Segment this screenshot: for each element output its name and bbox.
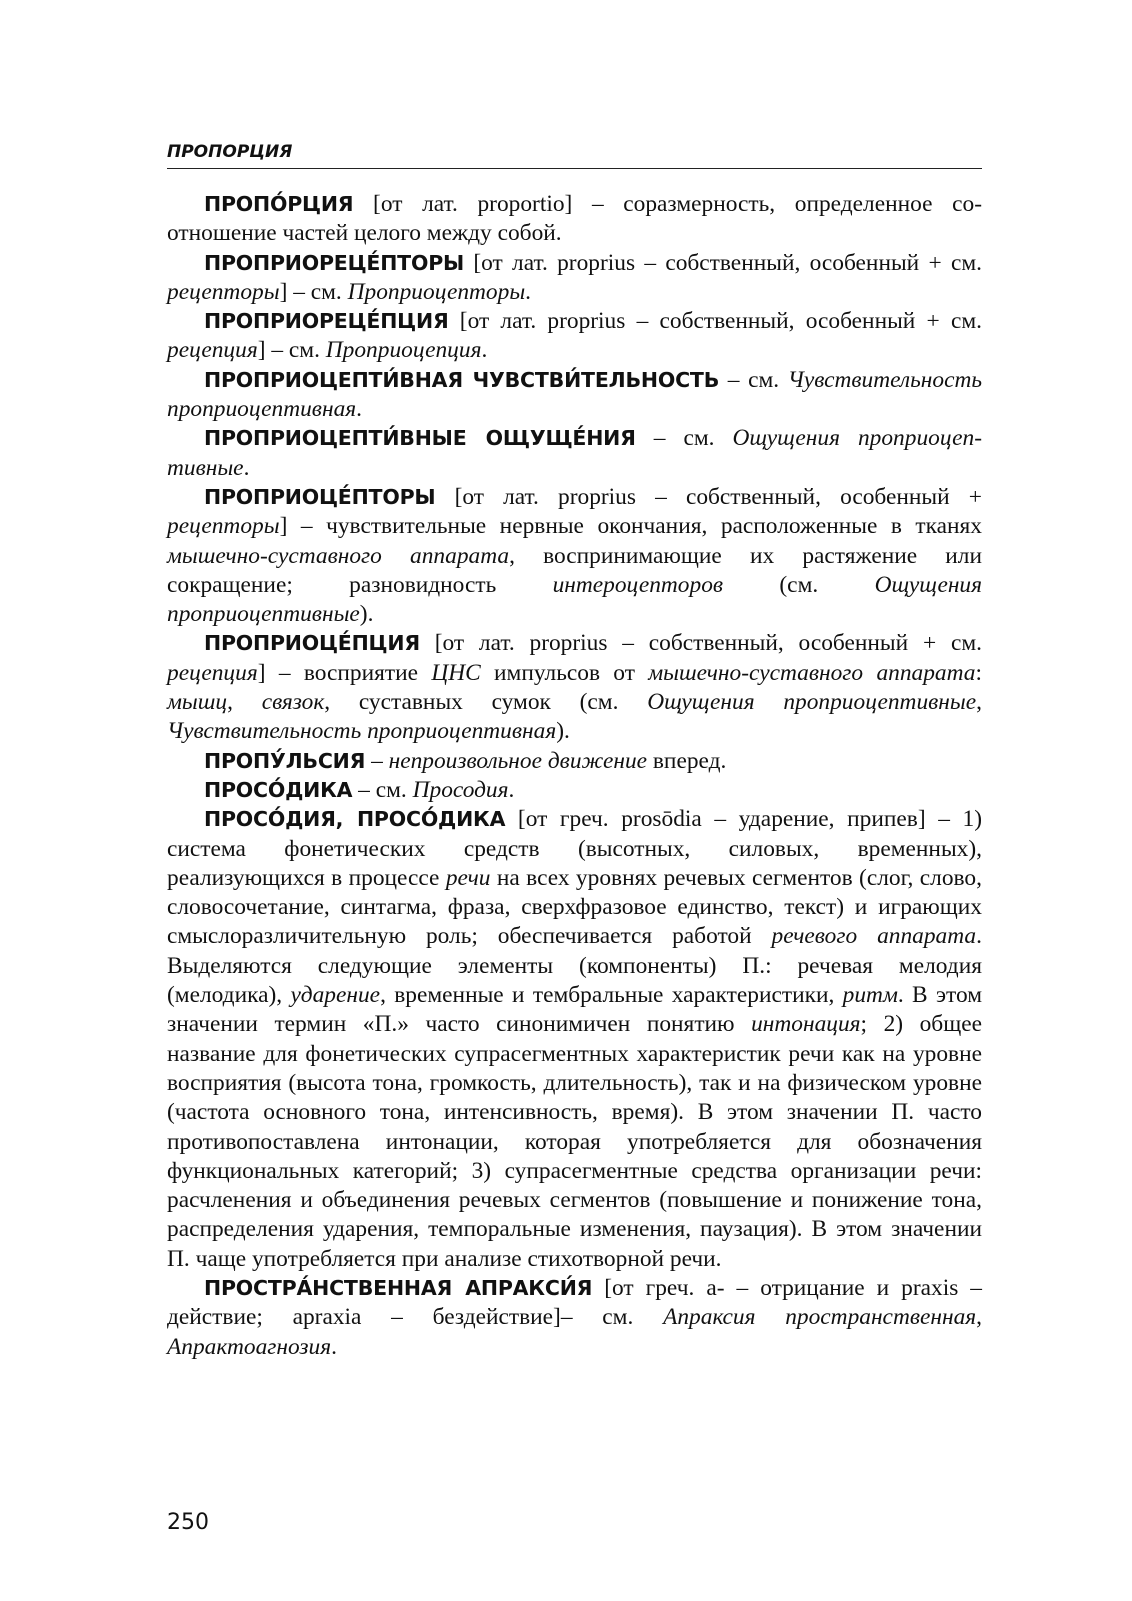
entry-text: – см. [719,366,788,393]
entry-italic-term: рецепция [167,337,258,364]
entry-headword: ПРОПРИОЦЕПТИ́ВНАЯ ЧУВСТВИ́ТЕЛЬНОСТЬ [204,367,720,392]
dictionary-entry [167,1274,982,1362]
dictionary-entry [167,307,982,366]
entry-text: [от греч. a- – отрицание и praxis – действие; apraxia – бездействие]– см. [167,1274,982,1331]
dictionary-entry [167,249,982,308]
page-number: 250 [167,1510,209,1535]
entry-italic-term: Проприоцепторы [347,278,526,305]
entry-text: – [365,747,389,774]
entry-text: , воспринимающие их растяжение или сокращение; разновидность [167,542,982,598]
dictionary-entry [167,776,982,805]
entry-italic-term: связок [261,689,325,716]
entry-text: , [227,689,262,716]
dictionary-entry [167,483,982,629]
entry-text: на всех уровнях речевых сегментов (слог, слово, словосочетание, синтагма, фраза, сверхфразовое единство, текст) и играющих смыслоразличительную роль; обеспечивается работой [167,864,982,950]
dictionary-entry [167,629,982,746]
entry-text: , [976,689,982,716]
entry-text: (см. [723,571,875,598]
entry-italic-term: мышечно-суставного аппарата [167,542,510,569]
entry-text: импульсов от [480,659,649,686]
entry-text: . [243,454,250,481]
entry-text: [от лат. proprius – собственный, особенный + см. [419,630,982,657]
entry-text: ] – чувствительные нервные окончания, расположенные в тканях [279,513,982,540]
entry-text: ). [359,601,374,628]
entry-italic-term: Ощущения проприоцептивные [167,571,982,628]
entry-text: , временные и тембральные характеристики, [380,982,843,1009]
dictionary-entry [167,747,982,776]
entry-italic-term: мышечно-суставного аппарата [648,659,976,686]
entry-text: , [976,1304,983,1331]
dictionary-entry [167,424,982,483]
entry-text: . [356,396,362,423]
entry-italic-term: речевого аппарата [771,923,977,950]
entry-text: вперед. [647,747,727,774]
entry-headword: ПРОПРИОЦЕПТИ́ВНЫЕ ОЩУЩЕ́НИЯ [204,426,636,451]
entry-headword: ПРОПУ́ЛЬСИЯ [204,748,366,773]
entry-text: [от лат. proprius – собственный, особенный + см. [448,308,982,335]
entry-headword: ПРОПРИОЦЕ́ПТОРЫ [204,484,436,509]
dictionary-entries [167,190,982,1362]
entry-text: ] – восприятие [257,659,432,686]
entry-headword: ПРОПРИОРЕЦЕ́ПТОРЫ [204,250,465,275]
dictionary-entry [167,366,982,425]
entry-italic-term: Чувствительность проприоцептивная [167,718,557,745]
entry-italic-term: Проприоцепция [325,337,482,364]
entry-italic-term: интонация [751,1011,861,1038]
entry-italic-term: ударение [290,982,381,1009]
entry-italic-term: Апраксия пространственная [663,1304,977,1331]
entry-headword: ПРОСТРА́НСТВЕННАЯ АПРАКСИ́Я [204,1275,593,1300]
entry-text: [от лат. proprius – собственный, особенный + [435,483,982,510]
entry-text: , суставных сумок (см. [324,689,648,716]
entry-italic-term: Ощущения проприоцептивные [647,689,977,716]
entry-text: . [331,1333,337,1360]
entry-text: . Выделяются следующие элементы (компоненты) П.: речевая мелодия (мелодика), [167,923,982,1009]
entry-italic-term: рецепция [167,659,258,686]
entry-italic-term: речи [445,864,491,891]
entry-text: – см. [352,776,413,803]
entry-headword: ПРОСО́ДИЯ, ПРОСО́ДИКА [204,807,506,832]
entry-text: . [481,337,488,364]
entry-text: [от греч. prosōdia – ударение, припев] – 1) система фонетических средств (высотных, силовых, временных), реализующихся в процессе [167,806,982,891]
entry-italic-term: ЦНС [431,659,481,686]
entry-italic-term: Чувствительность проприоцептивная [167,366,982,423]
dictionary-entry [167,805,982,1274]
entry-text: ] – см. [279,278,348,305]
entry-headword: ПРОПО́РЦИЯ [204,192,354,216]
entry-headword: ПРОПРИОЦЕ́ПЦИЯ [204,631,420,656]
entry-text: [от лат. proportio] – соразмерность, определенное соотношение частей целого между собой. [167,191,982,247]
entry-italic-term: ритм [842,982,898,1009]
entry-headword: ПРОПРИОРЕЦЕ́ПЦИЯ [204,309,449,334]
entry-text: . [525,278,532,305]
entry-headword: ПРОСО́ДИКА [204,777,353,802]
entry-italic-term: Ощущения проприоцептивные [167,425,982,481]
entry-italic-term: интероцепторов [552,571,724,598]
entry-text: : [975,659,982,686]
entry-italic-term: Апрактоагнозия [167,1333,332,1360]
entry-text: ] – см. [257,337,326,364]
entry-italic-term: Просодия [412,776,509,803]
entry-text: [от лат. proprius – собственный, особенный + см. [464,249,982,276]
dictionary-entry [167,190,982,249]
entry-text: ). [556,718,570,745]
entry-italic-term: рецепторы [167,278,280,305]
entry-italic-term: мышц [167,689,228,716]
running-head: ПРОПОРЦИЯ [167,142,982,169]
entry-text: ; 2) общее название для фонетических супрасегментных характеристик речи как на уровне восприятия (высота тона, громкость, длительность), так и на физическом уровне (частота основного тона, интенсивность, время). В этом значении П. часто противопоставлена интонации, которая употребляется для обозначения функциональных категорий; 3) супрасегментные средства организации речи: расчленения и объединения речевых сегментов (повышение и понижение тона, распределения ударения, темпоральные изменения, паузация). В этом значении П. чаще употребляется при анализе стихотворной речи. [167,1011,982,1272]
entry-italic-term: непроизвольное движение [388,747,648,774]
entry-text: – см. [635,425,733,452]
entry-text: . [508,776,515,803]
entry-italic-term: рецепторы [167,513,280,540]
entry-text: . В этом значении термин «П.» часто синонимичен понятию [167,982,982,1038]
